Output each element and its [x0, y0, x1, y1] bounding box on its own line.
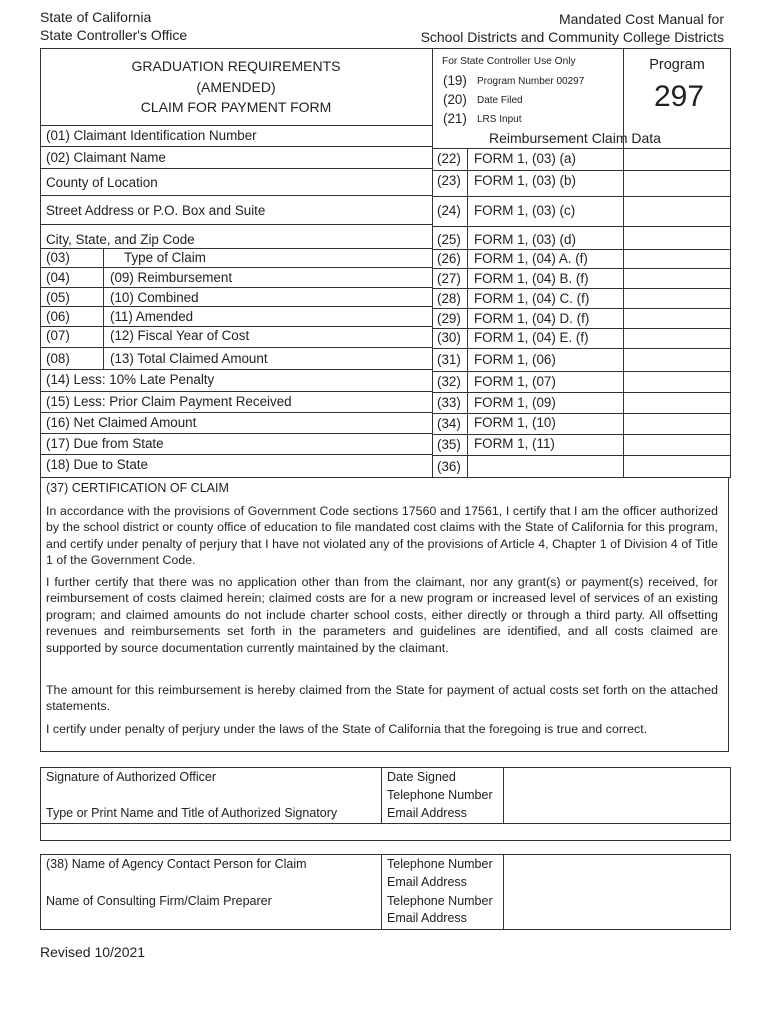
rule [40, 306, 432, 307]
rule [432, 392, 731, 393]
reimb-row-23[interactable]: FORM 1, (03) (b) [474, 173, 576, 188]
reimb-row-26[interactable]: FORM 1, (04) A. (f) [474, 251, 588, 266]
rule [432, 328, 731, 329]
claimant-id-field[interactable]: (01) Claimant Identification Number [46, 128, 257, 143]
contact-telephone-field[interactable]: Telephone Number [387, 857, 493, 871]
agency-contact-field[interactable]: (38) Name of Agency Contact Person for Claim [46, 857, 307, 871]
row-05-num: (05) [46, 290, 70, 305]
row-36-num: (36) [437, 459, 461, 474]
sig-col-divider [381, 767, 382, 823]
rule [40, 347, 432, 348]
preparer-telephone-field[interactable]: Telephone Number [387, 894, 493, 908]
row-35-num: (35) [437, 437, 461, 452]
form-title-line3: CLAIM FOR PAYMENT FORM [140, 99, 332, 115]
rule [432, 455, 731, 456]
consulting-firm-field[interactable]: Name of Consulting Firm/Claim Preparer [46, 894, 272, 908]
row-34-num: (34) [437, 416, 461, 431]
row-24-num: (24) [437, 203, 461, 218]
total-claimed-field[interactable]: (13) Total Claimed Amount [110, 351, 268, 366]
reimb-row-25[interactable]: FORM 1, (03) (d) [474, 232, 576, 247]
revision-date: Revised 10/2021 [40, 944, 146, 960]
certification-paragraph-3: The amount for this reimbursement is hereby claimed from the State for payment of actual costs set forth on the attached statements. [46, 683, 718, 714]
top-border [40, 48, 731, 49]
signer-email-field[interactable]: Email Address [387, 806, 467, 820]
rule [40, 248, 432, 249]
rule [432, 170, 731, 171]
net-claimed-field[interactable]: (16) Net Claimed Amount [46, 415, 197, 430]
row-28-num: (28) [437, 291, 461, 306]
certification-paragraph-4: I certify under penalty of perjury under the laws of the State of California that the foregoing is true and correct. [46, 722, 648, 736]
row-27-num: (27) [437, 271, 461, 286]
rule [432, 226, 731, 227]
row-32-num: (32) [437, 374, 461, 389]
reimb-row-28[interactable]: FORM 1, (04) C. (f) [474, 291, 590, 306]
rule [40, 146, 432, 147]
late-penalty-field[interactable]: (14) Less: 10% Late Penalty [46, 372, 215, 387]
signer-telephone-field[interactable]: Telephone Number [387, 788, 493, 802]
rule [432, 288, 731, 289]
prior-payment-field[interactable]: (15) Less: Prior Claim Payment Received [46, 394, 292, 409]
contact-col-divider [381, 854, 382, 929]
amended-field[interactable]: (11) Amended [110, 309, 194, 324]
combined-field[interactable]: (10) Combined [110, 290, 199, 305]
sig-col-divider [503, 767, 504, 823]
sco-use-only-heading: For State Controller Use Only [442, 56, 576, 67]
rule [432, 249, 731, 250]
reimb-row-33[interactable]: FORM 1, (09) [474, 395, 556, 410]
row-07-num: (07) [46, 328, 70, 343]
office-label: State Controller's Office [40, 27, 188, 43]
type-col-divider [103, 248, 104, 369]
row-31-num: (31) [437, 352, 461, 367]
print-name-title-field[interactable]: Type or Print Name and Title of Authorized Signatory [46, 806, 338, 820]
row-29-num: (29) [437, 311, 461, 326]
sco-row-21-num: (21) [443, 111, 467, 126]
form-title-line2: (AMENDED) [196, 79, 276, 95]
row-03-num: (03) [46, 250, 70, 265]
reimb-row-27[interactable]: FORM 1, (04) B. (f) [474, 271, 589, 286]
row-08-num: (08) [46, 351, 70, 366]
rule [40, 168, 432, 169]
reimb-row-34[interactable]: FORM 1, (10) [474, 415, 556, 430]
rule [40, 195, 432, 196]
reimbursement-claim-data-heading: Reimbursement Claim Data [489, 130, 661, 146]
rule [432, 196, 731, 197]
date-signed-field[interactable]: Date Signed [387, 770, 456, 784]
rule [40, 125, 432, 126]
date-filed-label: Date Filed [477, 95, 523, 106]
num-col-divider [467, 148, 468, 478]
rule [40, 224, 432, 225]
reimb-row-24[interactable]: FORM 1, (03) (c) [474, 203, 576, 218]
row-26-num: (26) [437, 251, 461, 266]
program-number-label: Program Number 00297 [477, 76, 585, 87]
rule [432, 348, 731, 349]
rule [40, 454, 432, 455]
type-of-claim-label: Type of Claim [124, 250, 206, 265]
rule [40, 391, 432, 392]
row-04-num: (04) [46, 270, 70, 285]
city-state-zip-field[interactable]: City, State, and Zip Code [46, 232, 195, 247]
rule [40, 412, 432, 413]
rule [40, 433, 432, 434]
reimb-row-30[interactable]: FORM 1, (04) E. (f) [474, 330, 589, 345]
row-25-num: (25) [437, 232, 461, 247]
rule [432, 148, 731, 149]
preparer-email-field[interactable]: Email Address [387, 911, 467, 925]
due-from-state-field[interactable]: (17) Due from State [46, 436, 164, 451]
state-label: State of California [40, 9, 152, 25]
contact-col-divider [503, 854, 504, 929]
certification-heading: (37) CERTIFICATION OF CLAIM [46, 481, 229, 495]
form-title-line1: GRADUATION REQUIREMENTS [131, 58, 341, 74]
authorized-officer-signature-field[interactable]: Signature of Authorized Officer [46, 770, 217, 784]
certification-paragraph-1: In accordance with the provisions of Government Code sections 17560 and 17561, I certify that I am the officer authorized by the school district or county office of education to file mandated cost claims with the State of California for this program, and certify under penalty of perjury that I have not violated any of the provisions of Article 4, Chapter 1 of Division 4 of Title 1 of the Government Code. [46, 504, 718, 568]
reimbursement-field[interactable]: (09) Reimbursement [110, 270, 233, 285]
rule [40, 823, 730, 824]
due-to-state-field[interactable]: (18) Due to State [46, 457, 148, 472]
county-field[interactable]: County of Location [46, 175, 158, 190]
reimb-row-29[interactable]: FORM 1, (04) D. (f) [474, 311, 590, 326]
rule [40, 267, 432, 268]
rule [40, 369, 432, 370]
fiscal-year-field[interactable]: (12) Fiscal Year of Cost [110, 328, 250, 343]
left-border [40, 48, 41, 478]
rule [432, 434, 731, 435]
sco-row-19-num: (19) [443, 73, 467, 88]
rule [40, 287, 432, 288]
rule [432, 308, 731, 309]
row-33-num: (33) [437, 395, 461, 410]
rule [432, 268, 731, 269]
rule [432, 413, 731, 414]
row-30-num: (30) [437, 330, 461, 345]
row-22-num: (22) [437, 151, 461, 166]
reimb-row-35[interactable]: FORM 1, (11) [474, 436, 555, 451]
rule [432, 371, 731, 372]
rule [40, 326, 432, 327]
reimb-row-22[interactable]: FORM 1, (03) (a) [474, 151, 576, 166]
row-06-num: (06) [46, 309, 70, 324]
sco-row-20-num: (20) [443, 92, 467, 107]
certification-paragraph-2: I further certify that there was no application other than from the claimant, nor any grant(s) or payment(s) received, for reimbursement of costs claimed herein; claimed costs are for a new program or increased level of services of an existing program; and claimed amounts do not include charter school costs, either directly or through a third party. All offsetting revenues and reimbursements set forth in the parameters and guidelines are identified, and all costs claimed are supported by source documentation currently maintained by the claimant. [46, 575, 718, 655]
program-number: 297 [653, 80, 705, 113]
reimb-row-32[interactable]: FORM 1, (07) [474, 374, 556, 389]
manual-title: Mandated Cost Manual for [559, 11, 724, 27]
contact-email-field[interactable]: Email Address [387, 875, 467, 889]
claimant-name-field[interactable]: (02) Claimant Name [46, 150, 166, 165]
reimb-row-31[interactable]: FORM 1, (06) [474, 352, 556, 367]
street-address-field[interactable]: Street Address or P.O. Box and Suite [46, 203, 266, 218]
lrs-input-label: LRS Input [477, 114, 522, 125]
program-label: Program [649, 57, 705, 73]
row-23-num: (23) [437, 173, 461, 188]
manual-subtitle: School Districts and Community College Districts [420, 29, 724, 45]
